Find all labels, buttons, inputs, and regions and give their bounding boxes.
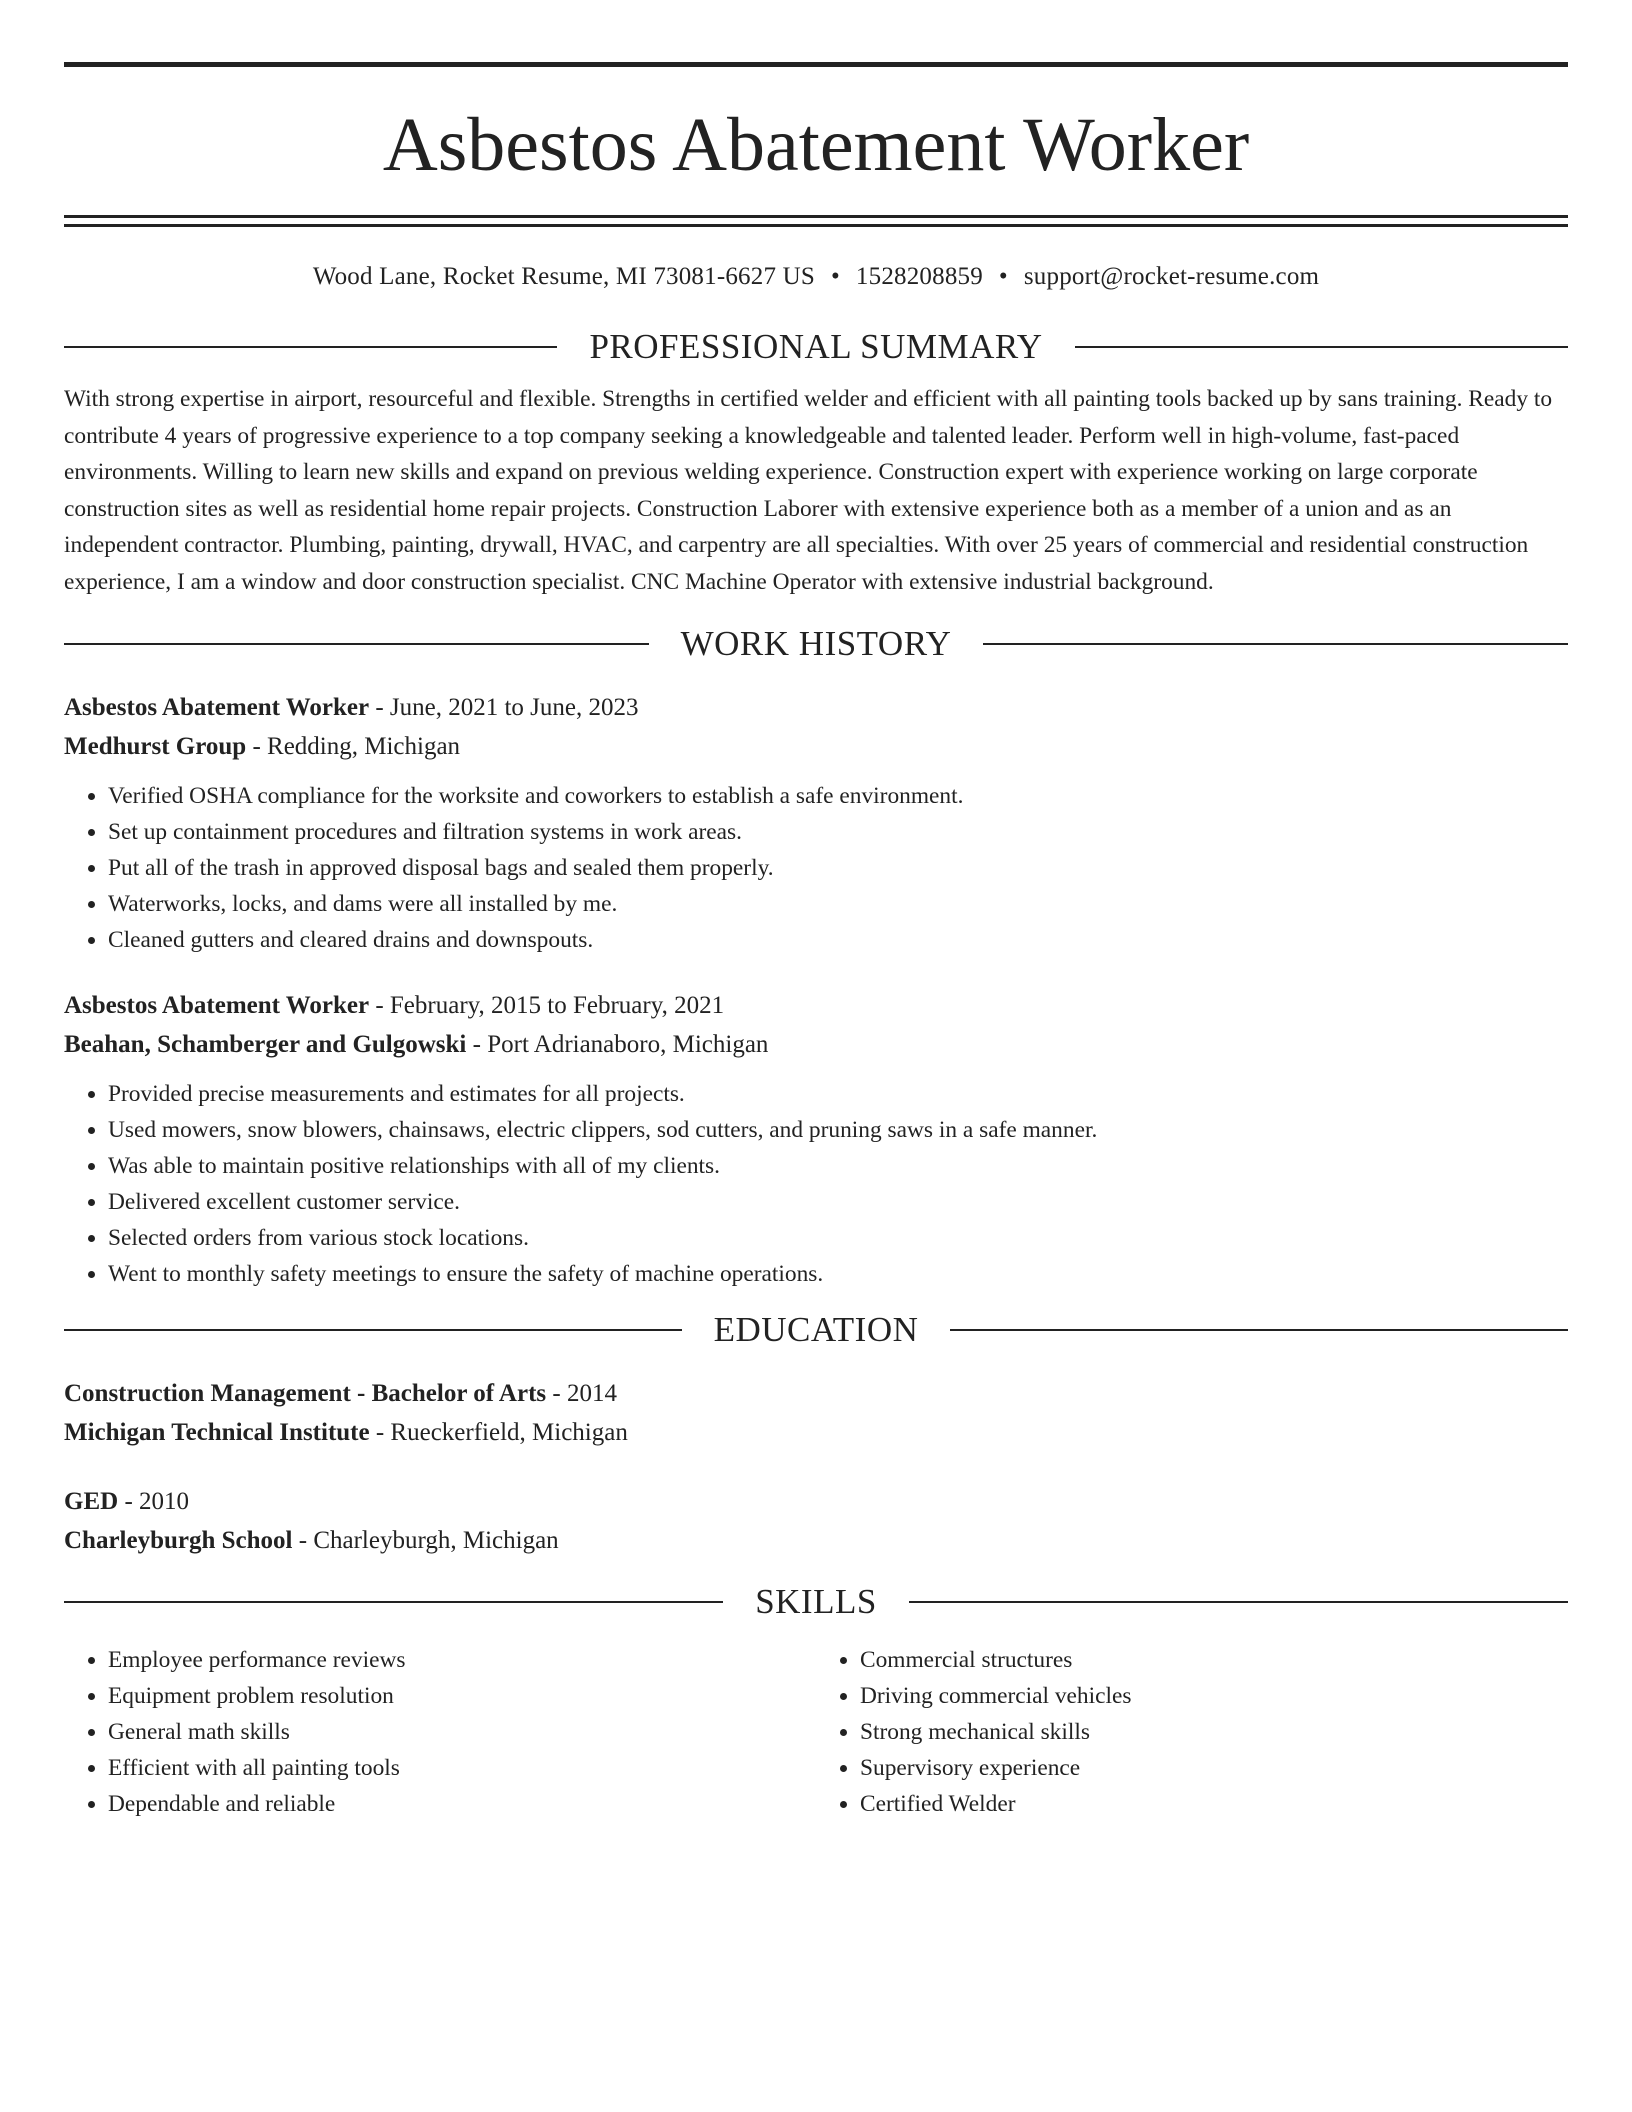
list-item: • Used mowers, snow blowers, chainsaws, electric clippers, sod cutters, and pruning saws in a safe manner. (108, 1112, 1568, 1148)
work-section-heading (64, 624, 1568, 664)
contact-line (64, 263, 1568, 291)
edu-location: - Charleyburgh, Michigan (292, 1526, 559, 1554)
edu-degree: GED (64, 1487, 119, 1515)
contact-email: support@rocket-resume.com (1023, 263, 1320, 290)
list-item: • Was able to maintain positive relationships with all of my clients. (108, 1148, 1568, 1184)
list-item: • Waterworks, locks, and dams were all installed by me. (108, 886, 1568, 922)
job-title-line (64, 986, 1568, 1025)
skills-list-right (816, 1642, 1568, 1822)
edu-degree-line (64, 1482, 1568, 1521)
list-item: • Dependable and reliable (108, 1786, 816, 1822)
heading-rule-left (64, 1601, 723, 1603)
education-heading-label: EDUCATION (713, 1309, 919, 1349)
job-location: - Port Adrianaboro, Michigan (466, 1030, 769, 1058)
contact-phone: 1528208859 (855, 263, 983, 290)
job-company: Beahan, Schamberger and Gulgowski (64, 1030, 467, 1058)
list-item: • Verified OSHA compliance for the worksite and coworkers to establish a safe environment. (108, 778, 1568, 814)
edu-year: - 2014 (546, 1379, 617, 1407)
skills-heading-label: SKILLS (755, 1581, 877, 1621)
contact-separator: • (830, 263, 840, 290)
job-bullet-list (64, 778, 1568, 958)
resume-title: Asbestos Abatement Worker (382, 103, 1250, 187)
edu-school-line (64, 1521, 1568, 1560)
job-dates: - February, 2015 to February, 2021 (369, 991, 725, 1019)
list-item: • Strong mechanical skills (860, 1714, 1568, 1750)
summary-heading-label: PROFESSIONAL SUMMARY (589, 327, 1043, 366)
list-item: • Put all of the trash in approved disposal bags and sealed them properly. (108, 850, 1568, 886)
heading-rule-right (983, 643, 1568, 645)
edu-degree: Construction Management - Bachelor of Arts (64, 1379, 547, 1407)
job-title-line (64, 688, 1568, 727)
job-bullet-list (64, 1076, 1568, 1292)
list-item: • Equipment problem resolution (108, 1678, 816, 1714)
heading-rule-left (64, 643, 649, 645)
edu-location: - Rueckerfield, Michigan (369, 1418, 628, 1446)
edu-school-line (64, 1413, 1568, 1452)
edu-school: Michigan Technical Institute (64, 1418, 370, 1446)
edu-year: - 2010 (118, 1487, 190, 1515)
job-dates: - June, 2021 to June, 2023 (369, 693, 639, 721)
skills-list-left (64, 1642, 816, 1822)
list-item: • Went to monthly safety meetings to ensure the safety of machine operations. (108, 1256, 1568, 1292)
work-heading-label: WORK HISTORY (680, 623, 952, 663)
list-item: • Set up containment procedures and filtration systems in work areas. (108, 814, 1568, 850)
job-company-line (64, 1025, 1568, 1064)
skills-columns (64, 1642, 1568, 1822)
edu-school: Charleyburgh School (64, 1526, 293, 1554)
heading-rule-left (64, 346, 557, 348)
list-item: • Supervisory experience (860, 1750, 1568, 1786)
contact-address: Wood Lane, Rocket Resume, MI 73081-6627 US (312, 263, 815, 290)
list-item: • Certified Welder (860, 1786, 1568, 1822)
list-item: • Provided precise measurements and estimates for all projects. (108, 1076, 1568, 1112)
list-item: • Employee performance reviews (108, 1642, 816, 1678)
heading-rule-right (909, 1601, 1568, 1603)
summary-section-heading (64, 327, 1568, 367)
list-item: • General math skills (108, 1714, 816, 1750)
job-company-line (64, 727, 1568, 766)
contact-separator: • (998, 263, 1008, 290)
title-double-rule (64, 215, 1568, 227)
education-section-heading (64, 1310, 1568, 1350)
job-title: Asbestos Abatement Worker (64, 693, 370, 721)
job-entry (64, 688, 1568, 958)
list-item: • Driving commercial vehicles (860, 1678, 1568, 1714)
job-company: Medhurst Group (64, 732, 247, 760)
education-entry (64, 1482, 1568, 1560)
heading-rule-right (1075, 346, 1568, 348)
list-item: • Selected orders from various stock locations. (108, 1220, 1568, 1256)
job-location: - Redding, Michigan (246, 732, 461, 760)
skills-section-heading (64, 1582, 1568, 1622)
edu-degree-line (64, 1374, 1568, 1413)
education-entry (64, 1374, 1568, 1452)
list-item: • Delivered excellent customer service. (108, 1184, 1568, 1220)
job-title: Asbestos Abatement Worker (64, 991, 370, 1019)
job-entry (64, 986, 1568, 1292)
list-item: • Efficient with all painting tools (108, 1750, 816, 1786)
heading-rule-left (64, 1329, 682, 1331)
top-rule (64, 62, 1568, 67)
list-item: • Cleaned gutters and cleared drains and downspouts. (108, 922, 1568, 958)
summary-text: With strong expertise in airport, resourceful and flexible. Strengths in certified welder and efficient with all painting tools backed up by sans training. Ready to contribute 4 years of progressive experience to a top company seeking a knowledgeable and talented leader. Perform well in high-volume, fast-paced environments. Willing to learn new skills and expand on previous welding experience. Construction expert with experience working on large corporate construction sites as well as residential home repair projects. Construction Laborer with extensive experience both as a member of a union and as an independent contractor. Plumbing, painting, drywall, HVAC, and carpentry are all specialties. With over 25 years of commercial and residential construction experience, I am a window and door construction specialist. CNC Machine Operator with extensive industrial background. (64, 386, 1553, 595)
heading-rule-right (950, 1329, 1568, 1331)
list-item: • Commercial structures (860, 1642, 1568, 1678)
